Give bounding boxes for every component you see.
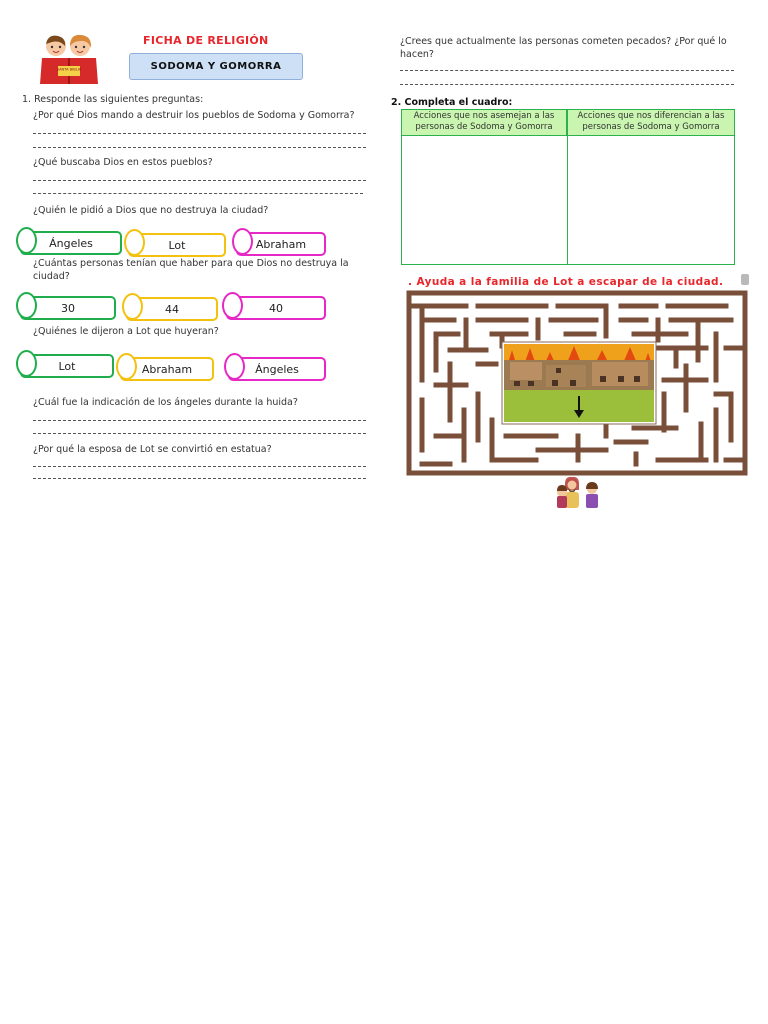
answer-line[interactable] [33,433,366,434]
question-4-line1: ¿Cuántas personas tenían que haber para que Dios no destruya la [33,258,349,269]
option-label: Abraham [255,237,307,251]
worksheet-title: FICHA DE RELIGIÓN [143,34,269,47]
option-circle[interactable] [16,350,37,377]
option-label: Lot [168,238,186,252]
section2-heading: 2. Completa el cuadro: [391,97,513,108]
option-label: 40 [269,301,283,315]
option-label: Lot [58,359,76,373]
table-cell-different[interactable] [567,135,735,265]
option-circle[interactable] [224,353,245,380]
section1-heading: 1. Responde las siguientes preguntas: [22,94,204,105]
question-7: ¿Por qué la esposa de Lot se convirtió en estatua? [33,444,272,455]
question-8-line2: hacen? [400,49,434,60]
option-q4-44[interactable] [126,297,218,321]
question-6: ¿Cuál fue la indicación de los ángeles durante la huida? [33,397,298,408]
question-5: ¿Quiénes le dijeron a Lot que huyeran? [33,326,219,337]
lot-family-illustration [554,476,606,510]
option-label: 44 [165,302,179,316]
option-circle[interactable] [222,292,243,319]
option-q5-angeles[interactable] [228,357,326,381]
question-4-line2: ciudad? [33,271,70,282]
option-label: 30 [61,301,75,315]
option-label: Ángeles [255,362,299,376]
book-label: SANTA BIBLIA [56,67,82,72]
question-8-line1: ¿Crees que actualmente las personas cometen pecados? ¿Por qué lo [400,36,727,47]
question-1: ¿Por qué Dios mando a destruir los pueblos de Sodoma y Gomorra? [33,110,355,121]
option-circle[interactable] [232,228,253,255]
answer-line[interactable] [33,180,366,181]
option-label: Ángeles [49,236,93,250]
scroll-icon [741,274,749,285]
answer-line[interactable] [33,478,366,479]
option-circle[interactable] [116,353,137,380]
option-circle[interactable] [16,227,37,254]
answer-line[interactable] [33,193,363,194]
answer-line[interactable] [33,420,366,421]
table-cell-similar[interactable] [401,135,568,265]
option-label: Abraham [141,362,193,376]
option-circle[interactable] [16,292,37,319]
option-q4-40[interactable] [226,296,326,320]
answer-line[interactable] [33,466,366,467]
answer-line[interactable] [400,70,734,71]
maze-title: . Ayuda a la familia de Lot a escapar de la ciudad. [408,276,724,288]
table-header-similar: Acciones que nos asemejan a las personas de Sodoma y Gomorra [401,109,567,136]
answer-line[interactable] [33,133,366,134]
option-q5-abraham[interactable] [120,357,214,381]
question-2: ¿Qué buscaba Dios en estos pueblos? [33,157,213,168]
option-q5-lot[interactable] [20,354,114,378]
option-q3-abraham[interactable] [236,232,326,256]
option-q3-angeles[interactable] [20,231,122,255]
option-circle[interactable] [124,229,145,256]
labyrinth-maze[interactable] [406,290,748,476]
option-q3-lot[interactable] [128,233,226,257]
table-header-different: Acciones que nos diferencian a las personas de Sodoma y Gomorra [567,109,735,136]
question-3: ¿Quién le pidió a Dios que no destruya la ciudad? [33,205,269,216]
kids-reading-bible-illustration [34,32,104,88]
option-q4-30[interactable] [20,296,116,320]
answer-line[interactable] [33,147,366,148]
answer-line[interactable] [400,84,734,85]
option-circle[interactable] [122,293,143,320]
worksheet-subtitle: SODOMA Y GOMORRA [129,53,303,80]
